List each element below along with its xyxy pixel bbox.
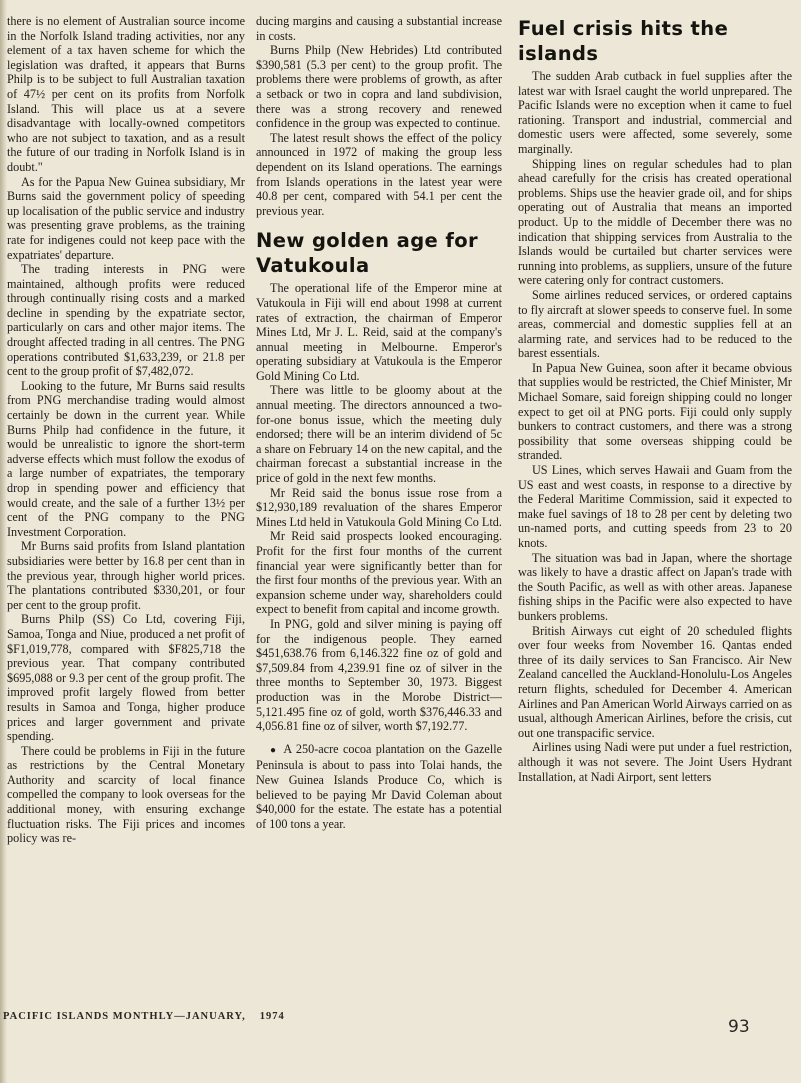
bullet-text: A 250-acre cocoa plantation on the Gazelle Peninsula is about to pass into Tolai hands, the New Guinea Islands Produce Co, which is believed to be paying Mr David Coleman about $40,000 for the estate. The estate has a potential of 100 tons a year. xyxy=(256,741,502,831)
column-2 xyxy=(256,14,502,831)
paragraph: Mr Reid said prospects looked encouraging. Profit for the first four months of the current financial year were significantly better than for the first four months of the previous year. With an expansion scheme under way, shareholders could expect to benefit from capital and income growth. xyxy=(256,529,502,617)
paragraph: Looking to the future, Mr Burns said results from PNG merchandise trading would almost certainly be down in the current year. While Burns Philp had confidence in the future, it would be unrealistic to ignore the short-term adverse effects which must follow the exodus of a large number of expatriates, the temporary drop in spending power and efficiency that would create, and the sale of a further 13½ per cent of the PNG company to the PNG Investment Corporation. xyxy=(7,378,245,539)
column-1 xyxy=(7,14,245,846)
page-edge-shadow xyxy=(0,0,7,1083)
column-3 xyxy=(518,14,792,784)
paragraph: The operational life of the Emperor mine at Vatukoula in Fiji will end about 1998 at current rates of extraction, the chairman of Emperor Mines Ltd, Mr J. L. Reid, said at the company's annual meeting in Melbourne. Emperor's operating subsidiary at Vatukoula is the Emperor Gold Mining Co Ltd. xyxy=(256,281,502,383)
bullet-paragraph xyxy=(256,742,502,832)
paragraph: British Airways cut eight of 20 scheduled flights over four weeks from November 16. Qantas ended three of its daily services to San Francisco. Air New Zealand cancelled the Auckland-Honolulu-Los Angeles return flights, scheduled for December 4. American Airlines and Pan American World Airways carried on as usual, although American Airlines, before the crisis, cut out one transpacific service. xyxy=(518,623,792,740)
paragraph: US Lines, which serves Hawaii and Guam from the US east and west coasts, in response to a directive by the Federal Maritime Commission, said it expected to make fuel savings of 18 to 28 per cent by deleting two un-named ports, and cutting speeds from 23 to 20 knots. xyxy=(518,463,792,550)
paragraph: Burns Philp (New Hebrides) Ltd contributed $390,581 (5.3 per cent) to the group profit. The problems there were problems of growth, as after a setback or two in copra and land subdivision, there was a strong recovery and renewed confidence in the group was expected to continue. xyxy=(256,43,502,131)
paragraph: Mr Reid said the bonus issue rose from a $12,930,189 revaluation of the shares Emperor Mines Ltd held in Vatukoula Gold Mining Co Ltd. xyxy=(256,485,502,529)
paragraph: In PNG, gold and silver mining is paying off for the indigenous people. They earned $451,638.76 from 6,146.322 fine oz of gold and $7,509.84 from 4,239.91 fine oz of silver in the three months to September 30, 1973. Biggest production was in the Morobe District—5,121.495 fine oz of gold, worth $376,446.33 and 4,056.81 fine oz of silver, worth $7,192.77. xyxy=(256,616,502,734)
paragraph: There was little to be gloomy about at the annual meeting. The directors announced a two-for-one bonus issue, which the meeting duly endorsed; there will be an interim dividend of 5c a share on February 14 on the new capital, and the chairman forecast a substantial increase in the price of gold in the next few months. xyxy=(256,383,502,486)
headline-fuel-crisis: Fuel crisis hits the islands xyxy=(518,17,729,65)
footer xyxy=(3,1011,285,1022)
paragraph: Burns Philp (SS) Co Ltd, covering Fiji, Samoa, Tonga and Niue, produced a net profit of $F1,019,778, compared with $F825,718 the previous year. That company contributed $695,088 or 9.3 per cent of the group profit. The improved profit largely flowed from better results in Samoa and Tonga, higher produce prices and larger government and private spending. xyxy=(7,612,245,744)
paragraph: There could be problems in Fiji in the future as restrictions by the Central Monetary Authority and scarcity of local finance compelled the company to look overseas for the additional money, with ensuring exchange fluctuation risks. The Fiji prices and incomes policy was re- xyxy=(7,743,245,846)
paragraph: As for the Papua New Guinea subsidiary, Mr Burns said the government policy of speeding up localisation of the public service and industry was presenting grave problems, as the training rate for indigenes could not keep pace with the expatriates' departure. xyxy=(7,174,245,262)
paragraph: The latest result shows the effect of the policy announced in 1972 of making the group less dependent on its Island operations. The earnings from Islands operations in the latest year were 40.8 per cent, compared with 54.1 per cent the previous year. xyxy=(256,130,502,218)
paragraph: Mr Burns said profits from Island plantation subsidiaries were better by 16.8 per cent than in the previous year, through higher world prices. The plantations contributed $330,201, or four per cent to the group profit. xyxy=(7,539,245,612)
paragraph: Airlines using Nadi were put under a fuel restriction, although it was not severe. The Joint Users Hydrant Installation, at Nadi Airport, sent letters xyxy=(518,740,792,784)
bullet-icon: ● xyxy=(270,744,278,756)
paragraph: Some airlines reduced services, or ordered captains to fly aircraft at slower speeds to conserve fuel. In some areas, commercial and domestic supplies fell at an alarming rate, and services had to be reduced to the barest essentials. xyxy=(518,287,792,361)
footer-publication: PACIFIC ISLANDS MONTHLY—JANUARY, xyxy=(3,1011,246,1022)
headline-vatukoula: New golden age for Vatukoula xyxy=(256,229,479,278)
paragraph: ducing margins and causing a substantial increase in costs. xyxy=(256,14,502,43)
paragraph: Shipping lines on regular schedules had to plan ahead carefully for the crisis has created operational problems. Ships use the heavier grade oil, and for ships operating out of Australia that means an imported product. Up to the middle of December there was no indication that shipping services from Australia to the Islands would be curtailed but charter services were running into problems, as suppliers, unsure of the future were catering only for contract customers. xyxy=(518,156,792,288)
footer-year: 1974 xyxy=(259,1011,285,1022)
paragraph: In Papua New Guinea, soon after it became obvious that supplies would be restricted, the Chief Minister, Mr Michael Somare, said foreign shipping could no longer expect to get oil at PNG ports. Fiji could only supply bunkers to contract customers, and there was a strong possibility that some overseas shipping could be stranded. xyxy=(518,360,792,463)
paragraph: The trading interests in PNG were maintained, although profits were reduced through continually rising costs and a marked decline in spending by the expatriate sector, particularly on cars and other major items. The drought affected trading in all centres. The PNG operations contributed $1,633,239, or 21.8 per cent to the group profit of $7,482,072. xyxy=(7,262,245,379)
page-number: 93 xyxy=(728,1017,750,1037)
paragraph: The sudden Arab cutback in fuel supplies after the latest war with Israel caught the world unprepared. The Pacific Islands were no exception when it came to fuel rationing. Transport and industrial, commercial and domestic users were affected, some severely, some marginally. xyxy=(518,69,792,156)
paragraph: The situation was bad in Japan, where the shortage was likely to have a drastic affect on Japan's trade with the South Pacific, as well as with other areas. Japanese fishing ships in the Pacific were also expected to have bunkers problems. xyxy=(518,550,792,623)
paragraph: there is no element of Australian source income in the Norfolk Island trading activities, nor any element of a tax haven scheme for which the legislation was drafted, it appears that Burns Philp is to be subject to full Australian taxation of 47½ per cent on its profits from Norfolk Island. This will place us at a severe disadvantage with locally-owned competitors who are not subject to taxation, and as a result the future of our trading in Norfolk Island is in doubt." xyxy=(7,14,245,174)
